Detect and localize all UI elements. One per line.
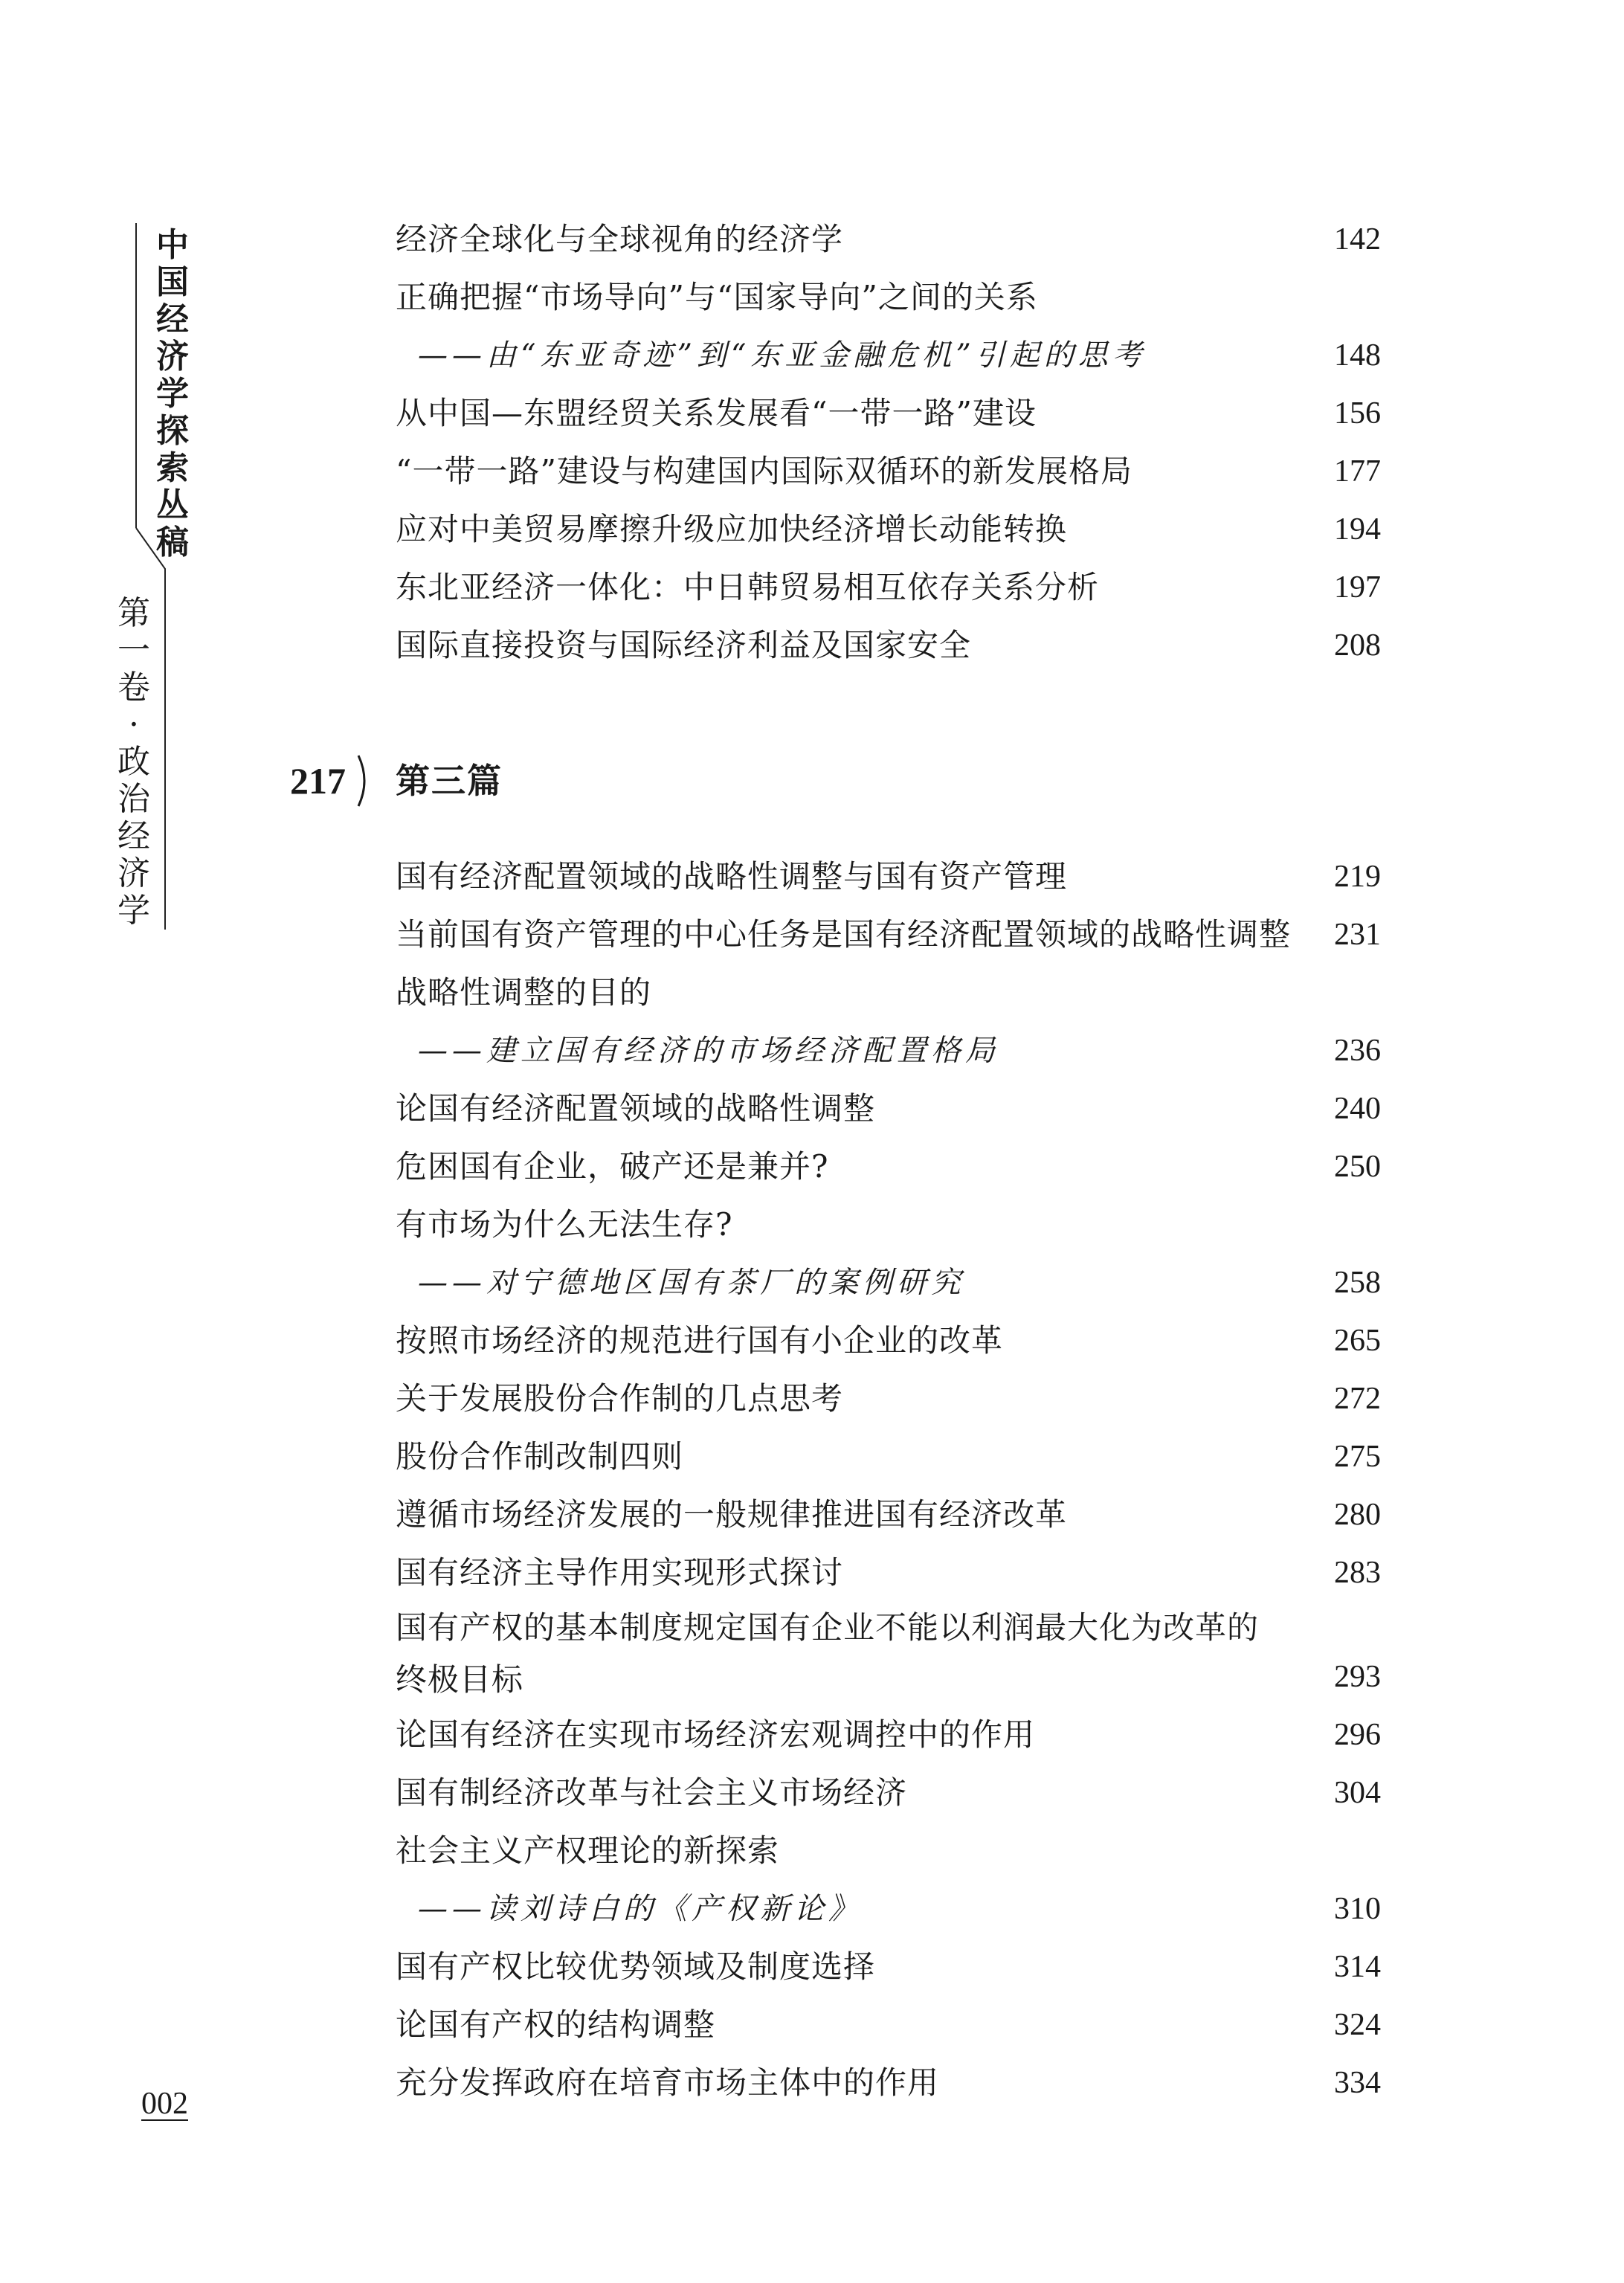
toc-entry-page: 283 [1334, 1556, 1381, 1590]
toc-entry[interactable] [396, 616, 1381, 674]
section-title: 第三篇 [396, 761, 503, 801]
toc-entry-title: 战略性调整的目的 [396, 974, 652, 1011]
section-heading [290, 751, 811, 811]
toc-entry[interactable] [396, 500, 1381, 558]
toc-entry[interactable] [396, 1196, 1381, 1312]
toc-entry-title: 危困国有企业，破产还是兼并? [396, 1148, 829, 1185]
toc-entry-page: 258 [1334, 1266, 1381, 1300]
toc-entry[interactable] [396, 848, 1381, 906]
toc-entry[interactable] [396, 442, 1381, 500]
sidebar-char: 治 [117, 780, 150, 818]
toc-entry-page: 142 [1334, 222, 1381, 257]
toc-entry-page: 296 [1334, 1718, 1381, 1752]
toc-list-section [396, 848, 1381, 2112]
toc-entry-page: 177 [1334, 454, 1381, 489]
toc-entry-page: 148 [1334, 338, 1381, 373]
toc-entry[interactable] [396, 1080, 1381, 1138]
toc-entry-subtitle: ——对宁德地区国有茶厂的案例研究 [418, 1266, 965, 1300]
toc-entry-page: 194 [1334, 512, 1381, 547]
toc-entry-title: 社会主义产权理论的新探索 [396, 1832, 780, 1869]
toc-entry[interactable] [396, 1312, 1381, 1370]
sidebar-char: 济 [117, 854, 150, 892]
toc-entry[interactable] [396, 2054, 1381, 2112]
toc-entry[interactable] [396, 1602, 1381, 1706]
toc-entry-page: 156 [1334, 396, 1381, 431]
toc-entry[interactable] [396, 384, 1381, 442]
toc-entry-title: 按照市场经济的规范进行国有小企业的改革 [396, 1322, 1004, 1359]
sidebar-char: 稿 [156, 524, 189, 561]
toc-entry-subtitle: ——读刘诗白的《产权新论》 [418, 1892, 863, 1926]
toc-entry-page: 236 [1334, 1034, 1381, 1068]
toc-entry-page: 324 [1334, 2008, 1381, 2042]
page-number: 002 [141, 2087, 188, 2121]
sidebar-char: 经 [117, 817, 150, 855]
toc-entry[interactable] [396, 1428, 1381, 1486]
toc-entry[interactable] [396, 268, 1381, 384]
toc-entry[interactable] [396, 1706, 1381, 1764]
series-title-vertical [150, 227, 195, 561]
sidebar-char: 卷 [117, 669, 150, 706]
sidebar-char: 第 [117, 594, 150, 632]
toc-entry-page: 310 [1334, 1892, 1381, 1926]
toc-entry-title: 国有产权比较优势领域及制度选择 [396, 1948, 876, 1985]
toc-entry[interactable] [396, 210, 1381, 268]
sidebar-char: 索 [156, 449, 189, 487]
sidebar-char: 学 [156, 375, 189, 413]
toc-entry-title: 论国有经济在实现市场经济宏观调控中的作用 [396, 1716, 1036, 1753]
toc-entry-title: 论国有产权的结构调整 [396, 2006, 716, 2043]
sidebar-char: 中 [156, 226, 189, 264]
toc-entry-title: 国有制经济改革与社会主义市场经济 [396, 1774, 908, 1811]
toc-entry-page: 219 [1334, 860, 1381, 894]
toc-entry-title: 股份合作制改制四则 [396, 1438, 684, 1475]
toc-list-top [396, 210, 1381, 674]
toc-entry[interactable] [396, 1996, 1381, 2054]
toc-entry-subtitle: ——建立国有经济的市场经济配置格局 [418, 1034, 999, 1068]
toc-entry-page: 231 [1334, 918, 1381, 952]
sidebar-char: 国 [156, 263, 189, 301]
sidebar-char: 学 [117, 892, 150, 930]
toc-entry-title: 应对中美贸易摩擦升级应加快经济增长动能转换 [396, 511, 1068, 547]
toc-entry[interactable] [396, 1138, 1381, 1196]
toc-entry[interactable] [396, 1370, 1381, 1428]
toc-entry-page: 334 [1334, 2066, 1381, 2100]
sidebar-char: 政 [117, 743, 150, 781]
sidebar-char: 经 [156, 300, 189, 338]
toc-entry-title: 遵循市场经济发展的一般规律推进国有经济改革 [396, 1496, 1068, 1533]
sidebar-char: · [129, 706, 139, 744]
toc-entry-title: 从中国—东盟经贸关系发展看“一带一路”建设 [396, 395, 1037, 431]
toc-entry-title: 关于发展股份合作制的几点思考 [396, 1380, 844, 1417]
toc-entry-page: 275 [1334, 1440, 1381, 1474]
toc-entry-page: 314 [1334, 1950, 1381, 1984]
toc-entry-page: 240 [1334, 1092, 1381, 1126]
toc-entry-title-continued: 终极目标 [396, 1661, 524, 1698]
sidebar-char: 探 [156, 412, 189, 450]
toc-entry-page: 293 [1334, 1660, 1381, 1694]
section-page-number: 217 [290, 760, 346, 802]
toc-entry-title: 充分发挥政府在培育市场主体中的作用 [396, 2064, 940, 2101]
toc-entry[interactable] [396, 1764, 1381, 1822]
toc-entry-page: 197 [1334, 570, 1381, 605]
toc-entry-title: 国有经济主导作用实现形式探讨 [396, 1554, 844, 1591]
toc-entry[interactable] [396, 1938, 1381, 1996]
toc-entry[interactable] [396, 1822, 1381, 1938]
toc-entry-subtitle: ——由“东亚奇迹”到“东亚金融危机”引起的思考 [418, 338, 1147, 373]
toc-entry-title: 东北亚经济一体化：中日韩贸易相互依存关系分析 [396, 569, 1100, 605]
toc-entry-title: 国际直接投资与国际经济利益及国家安全 [396, 627, 972, 663]
sidebar-char: 丛 [156, 486, 189, 524]
toc-entry-title: 当前国有资产管理的中心任务是国有经济配置领域的战略性调整 [396, 916, 1292, 953]
sidebar-char: 济 [156, 338, 189, 376]
toc-entry-page: 304 [1334, 1776, 1381, 1810]
toc-entry-title: 国有经济配置领域的战略性调整与国有资产管理 [396, 858, 1068, 895]
toc-entry-page: 265 [1334, 1324, 1381, 1358]
toc-entry[interactable] [396, 906, 1381, 964]
sidebar-char: 一 [117, 631, 150, 669]
toc-entry[interactable] [396, 558, 1381, 616]
toc-entry[interactable] [396, 1544, 1381, 1602]
volume-title-vertical [112, 595, 156, 930]
toc-entry-title: 有市场为什么无法生存? [396, 1206, 733, 1243]
toc-entry[interactable] [396, 964, 1381, 1080]
toc-entry-title: 国有产权的基本制度规定国有企业不能以利润最大化为改革的 [396, 1609, 1260, 1646]
toc-entry-page: 250 [1334, 1150, 1381, 1184]
toc-entry-page: 280 [1334, 1498, 1381, 1532]
toc-entry-title: 经济全球化与全球视角的经济学 [396, 221, 844, 257]
toc-entry-title: 论国有经济配置领域的战略性调整 [396, 1090, 876, 1127]
toc-entry[interactable] [396, 1486, 1381, 1544]
toc-entry-title: 正确把握“市场导向”与“国家导向”之间的关系 [396, 279, 1038, 315]
toc-entry-page: 208 [1334, 628, 1381, 663]
toc-entry-page: 272 [1334, 1382, 1381, 1416]
toc-entry-title: “一带一路”建设与构建国内国际双循环的新发展格局 [396, 453, 1132, 489]
